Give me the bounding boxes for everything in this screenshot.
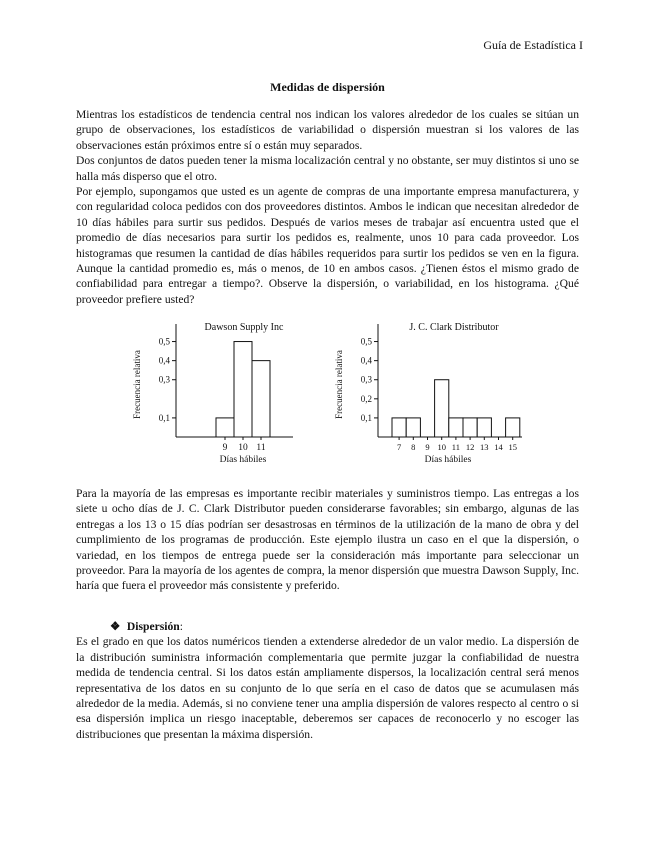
histogram-clark — [330, 318, 530, 468]
section-heading — [76, 619, 579, 634]
chart-title: J. C. Clark Distributor — [409, 322, 499, 333]
x-axis-label: Días hábiles — [424, 455, 472, 465]
y-tick-label: 0,5 — [360, 336, 372, 347]
after-figure-text — [76, 486, 579, 594]
dispersion-section — [76, 619, 579, 742]
y-tick-label: 0,1 — [360, 412, 372, 423]
x-tick-label: 11 — [256, 443, 266, 453]
histogram-bar — [463, 418, 477, 437]
histogram-bar — [406, 418, 420, 437]
histogram-dawson — [128, 318, 308, 468]
x-axis-label: Días hábiles — [219, 455, 267, 465]
histogram-bar — [477, 418, 491, 437]
intro-text — [76, 107, 579, 307]
x-tick-label: 14 — [494, 442, 503, 452]
x-tick-label: 11 — [451, 442, 460, 452]
paragraph: Dos conjuntos de datos pueden tener la misma localización central y no obstante, ser muy distintos si uno se halla más disperso que el otro. — [76, 154, 579, 183]
histogram-bar — [234, 342, 252, 437]
y-tick-label: 0,3 — [158, 374, 170, 385]
x-tick-label: 15 — [508, 442, 517, 452]
y-tick-label: 0,4 — [158, 355, 170, 366]
section-heading-text: Dispersión — [126, 620, 180, 633]
x-tick-label: 12 — [465, 442, 475, 452]
section-body: Es el grado en que los datos numéricos tienden a extenderse alrededor de un valor medio. La dispersión de la distribución suministra información complementaria que permite juzgar la confiabilidad de nuestra medida de tendencia central. Si los datos están ampliamente dispersos, la localización central será menos representativa de los datos en su conjunto de lo que sería en el caso de datos que se acumulasen más alrededor de la media. Además, si no conviene tener una amplia dispersión de valores respecto al centro o si esa dispersión implica un riesgo inaceptable, deberemos ser capaces de reconocerlo y no escoger las distribuciones que presentan la máxima dispersión. — [76, 635, 579, 741]
y-tick-label: 0,3 — [360, 374, 372, 385]
paragraph: Mientras los estadísticos de tendencia central nos indican los valores alrededor de los cuales se sitúan un grupo de observaciones, los estadísticos de variabilidad o dispersión muestran si los valores de las observaciones están próximos entre sí o están muy separados. — [76, 108, 579, 152]
histogram-bar — [216, 418, 234, 437]
histogram-bar — [435, 380, 449, 437]
histogram-bar — [252, 361, 270, 437]
paragraph: Por ejemplo, supongamos que usted es un agente de compras de una importante empresa manufacturera, y con regularidad coloca pedidos con dos proveedores distintos. Ambos le indican que necesitan alrededor de 10 días hábiles para surtir sus pedidos. Después de varios meses de trabajar así encuentra usted que el promedio de días necesarios para surtir los pedidos es, realmente, unos 10 para cada proveedor. Los histogramas que resumen la cantidad de días hábiles requeridos para surtir los pedidos se ven en la figura. Aunque la cantidad promedio es, más o menos, de 10 en ambos casos. ¿Tienen éstos el mismo grado de confiabilidad para entregar a tiempo?. Observe la dispersión, o variabilidad, en los histograma. ¿Qué proveedor prefiere usted? — [76, 185, 579, 306]
y-axis-label: Frecuencia relativa — [132, 350, 142, 419]
document-title: Medidas de dispersión — [270, 80, 385, 94]
x-tick-label: 9 — [425, 442, 430, 452]
running-header: Guía de Estadística I — [483, 38, 583, 52]
y-tick-label: 0,5 — [158, 336, 170, 347]
x-tick-label: 8 — [411, 442, 416, 452]
x-tick-label: 7 — [396, 442, 402, 452]
y-axis-label: Frecuencia relativa — [334, 350, 344, 419]
histogram-bar — [506, 418, 520, 437]
x-tick-label: 10 — [238, 443, 248, 453]
y-tick-label: 0,1 — [158, 412, 170, 423]
section-heading-colon: : — [179, 620, 183, 633]
histogram-bar — [392, 418, 406, 437]
histogram-bar — [449, 418, 463, 437]
chart-title: Dawson Supply Inc — [204, 322, 284, 333]
paragraph: Para la mayoría de las empresas es importante recibir materiales y suministros tiempo. Las entregas a los siete u ocho días de J. C. Clark Distributor pueden considerarse favorables; sin embargo, algunas de las entregas a los 13 o 15 días podrían ser desastrosas en términos de la utilización de la mano de obra y del cumplimiento de los programas de producción. Este ejemplo ilustra un caso en el que la dispersión, o variedad, en los tiempos de entrega puede ser la consideración más importante para seleccionar un proveedor. Para la mayoría de los agentes de compra, la menor dispersión que muestra Dawson Supply, Inc. haría que fuera el proveedor más consistente y preferido. — [76, 487, 579, 593]
y-tick-label: 0,4 — [360, 355, 372, 366]
diamond-bullet-icon: ❖ — [110, 620, 121, 633]
x-tick-label: 13 — [480, 442, 489, 452]
x-tick-label: 9 — [222, 443, 228, 453]
x-tick-label: 10 — [437, 442, 446, 452]
y-tick-label: 0,2 — [360, 393, 372, 404]
